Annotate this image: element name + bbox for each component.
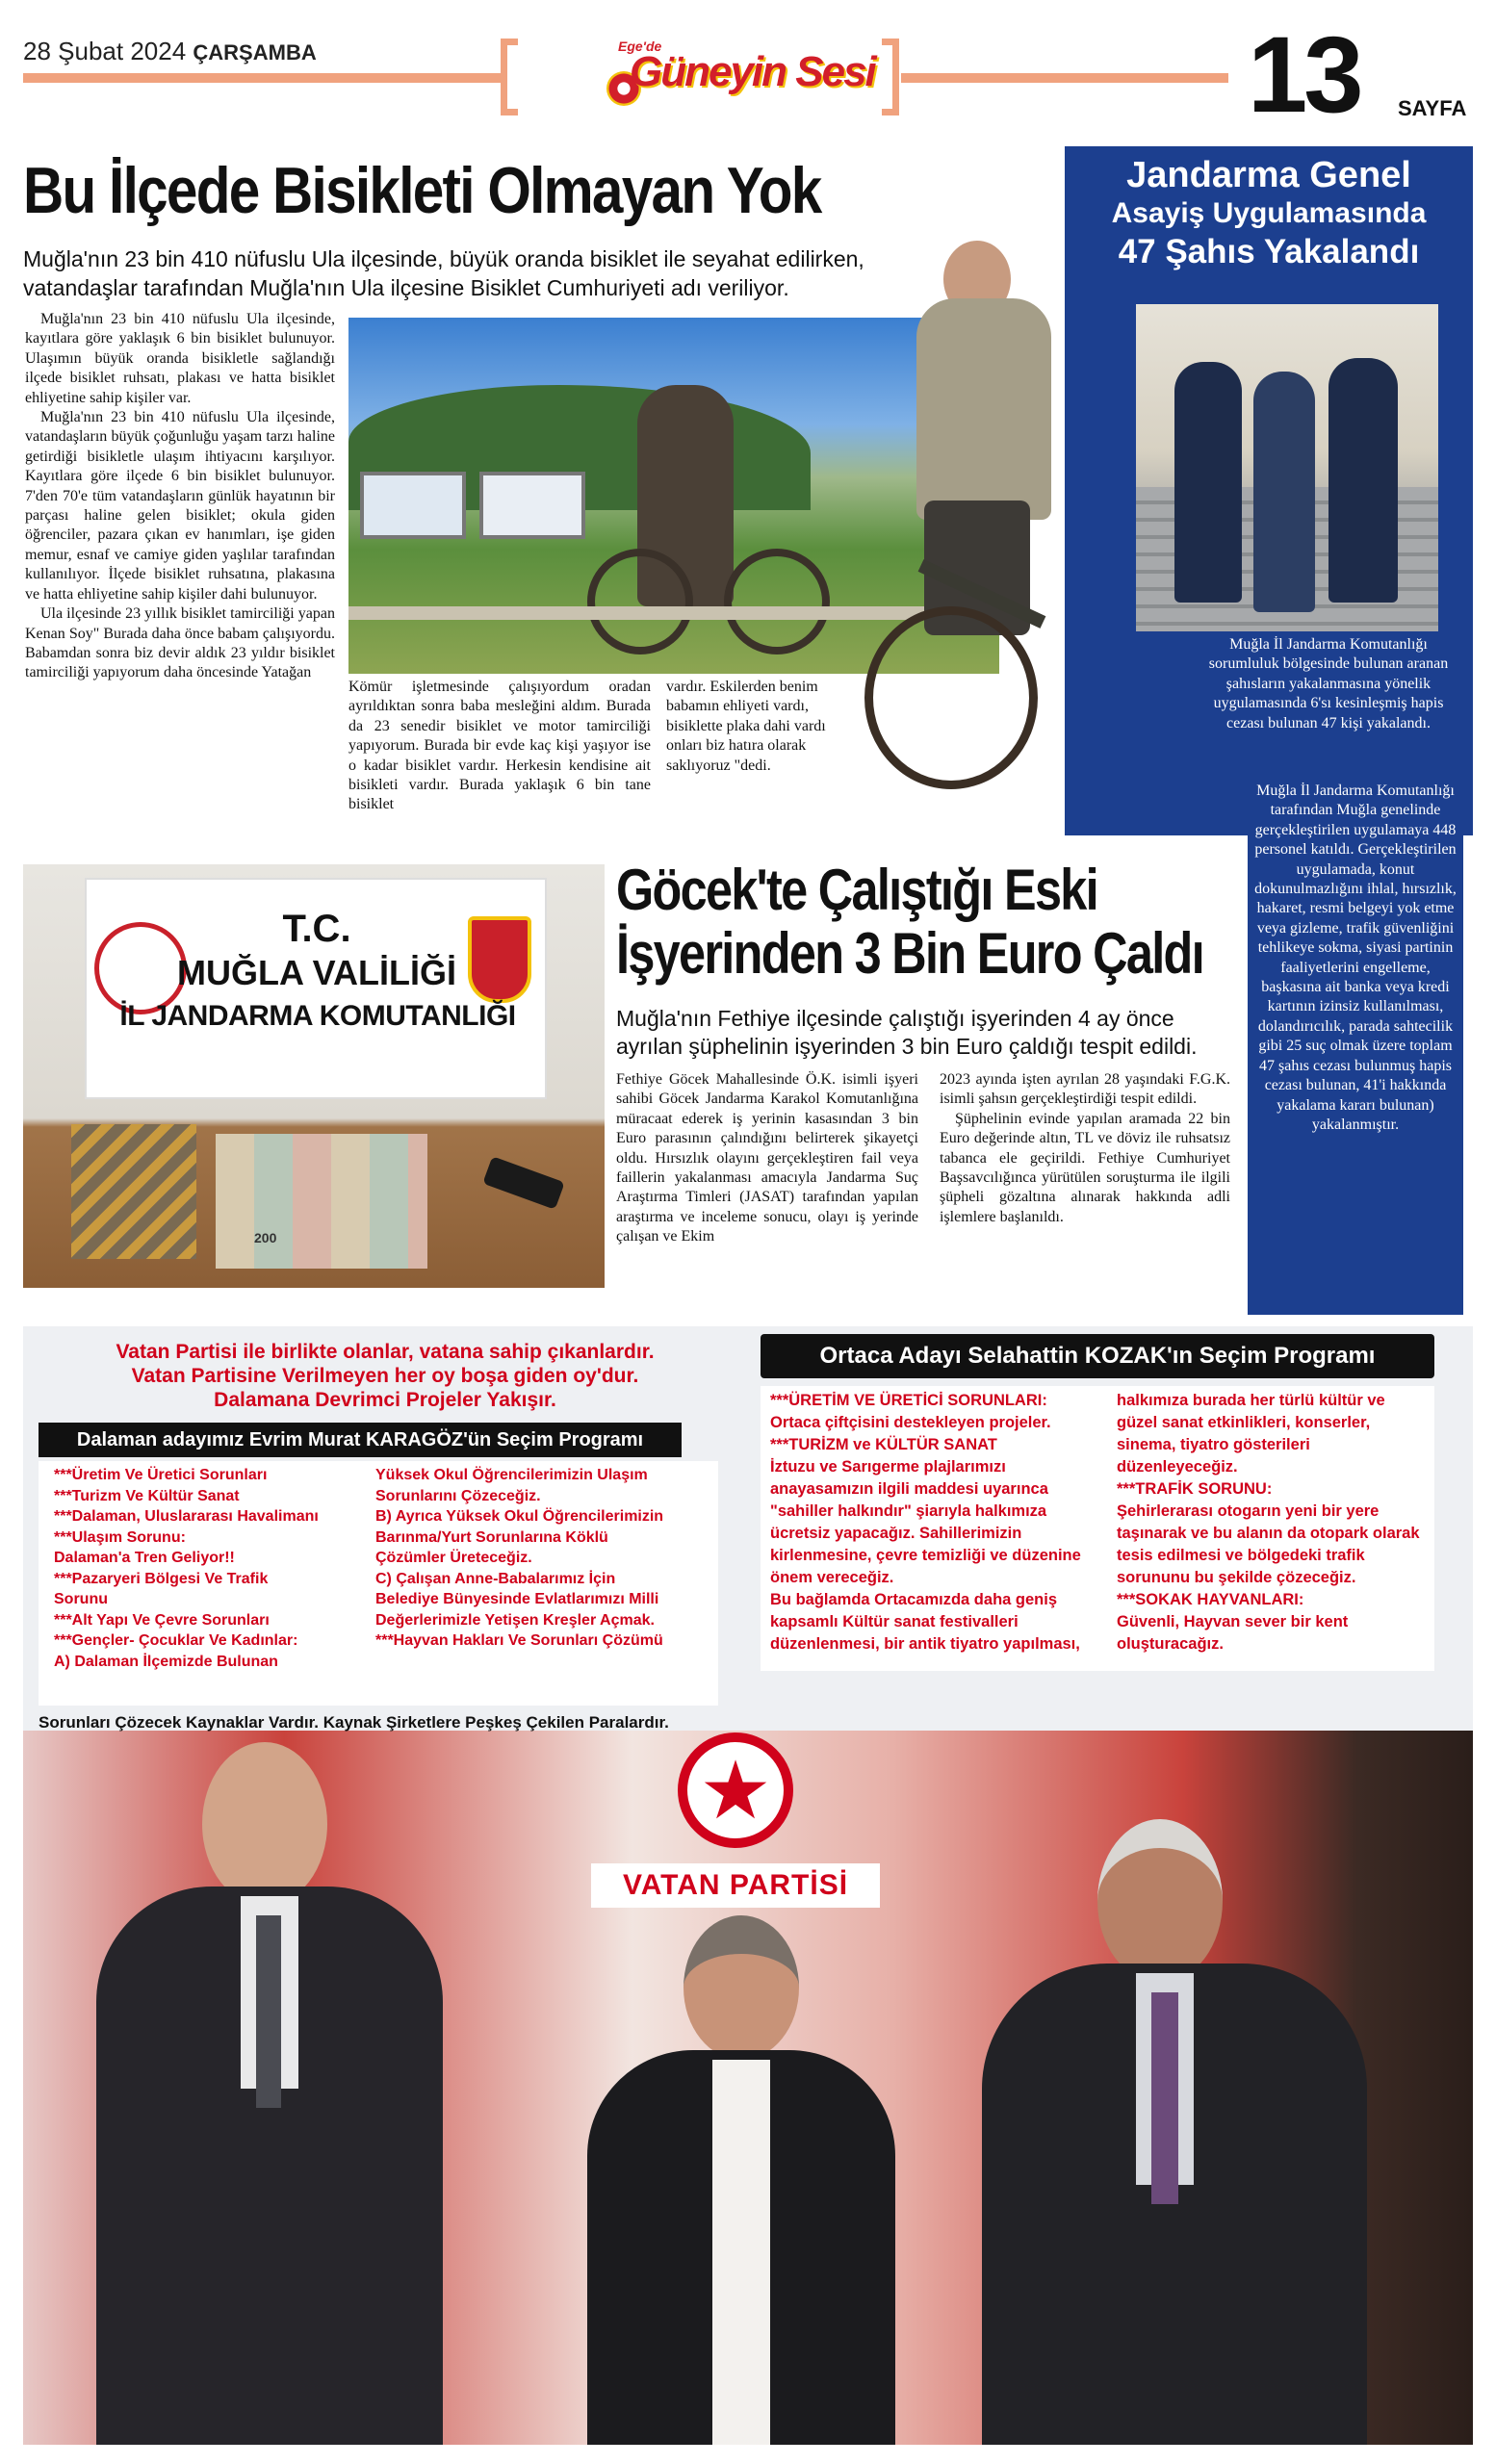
program-item: ücretsiz yapacağız. Sahillerimizin <box>770 1525 1022 1542</box>
program-item: ***Hayvan Hakları Ve Sorunları Çözümü <box>375 1632 663 1649</box>
candidate-head <box>1097 1819 1223 1983</box>
program-item: düzenleyeceğiz. <box>1117 1458 1238 1476</box>
program-item: taşınarak ve bu alanın da otopark olarak <box>1117 1525 1420 1542</box>
suspect-figure <box>1253 372 1315 612</box>
sidebar-title-line2: Asayiş Uygulamasında <box>1111 197 1427 229</box>
star-icon: ★ <box>699 1745 772 1835</box>
sidebar-text <box>1194 635 1463 733</box>
banner-line3: İL JANDARMA KOMUTANLIĞI <box>119 1000 516 1032</box>
statue-wheel <box>724 549 830 654</box>
candidate-right <box>963 1819 1406 2445</box>
article2-col2 <box>940 1070 1230 1227</box>
article1-col2 <box>348 678 651 815</box>
page-label: SAYFA <box>1398 96 1467 120</box>
gold-items <box>71 1124 196 1259</box>
program-item: ***TRAFİK SORUNU: <box>1117 1480 1273 1498</box>
program-item: Yüksek Okul Öğrencilerimizin Ulaşım <box>375 1467 648 1483</box>
right-program-col1 <box>770 1390 1107 1656</box>
sidebar-text-2 <box>1248 776 1463 1315</box>
program-item: sinema, tiyatro gösterileri <box>1117 1436 1310 1453</box>
right-program-title: Ortaca Adayı Selahattin KOZAK'ın Seçim Programı <box>761 1334 1434 1378</box>
program-item: güzel sanat etkinlikleri, konserler, <box>1117 1414 1371 1431</box>
program-item: ***Alt Yapı Ve Çevre Sorunları <box>54 1611 270 1629</box>
program-item: A) Dalaman İlçemizde Bulunan <box>54 1653 278 1670</box>
logo-text: Güneyin Sesi <box>630 48 875 95</box>
program-item: sorununu bu şekilde çözeceğiz. <box>1117 1569 1356 1586</box>
logo-bracket-left <box>501 38 518 116</box>
header-rule-left <box>23 73 504 83</box>
ad-slogans <box>39 1340 732 1412</box>
program-item: Ortaca çiftçisini destekleyen projeler. <box>770 1414 1051 1431</box>
article2-para: Fethiye Göcek Mahallesinde Ö.K. isimli işyeri sahibi Göcek Jandarma Karakol Komutanlığına müracaat ederek iş yerinin kasasından 3 bin Euro parasının çalındığını belirterek şikayetçi oldu. Hırsızlık olayını gerçekleştiren fail veya faillerin yakalanması amacıyla Jandarma Suç Araştırma Timleri (JASAT) tarafından yapılan araştırma ve inceleme sonucu, olayı iş yerinde çalışan ve Ekim <box>616 1071 918 1245</box>
statue-wheel <box>587 549 693 654</box>
left-program-col2 <box>375 1465 718 1652</box>
program-item: ***Pazaryeri Bölgesi Ve Trafik <box>54 1570 269 1587</box>
banknotes <box>216 1134 427 1269</box>
program-item: oluşturacağız. <box>1117 1635 1224 1653</box>
program-item: Şehirlerarası otogarın yeni bir yere <box>1117 1502 1380 1520</box>
article1-para: Ula ilçesinde 23 yıllık bisiklet tamirciliği yapan Kenan Soy" Burada daha önce babam çalışıyordu. Babamdan sonra biz devir aldık 23 yıldır bisiklet tamirciliği yapıyorum daha öncesinde Yatağan <box>25 605 335 681</box>
left-program-title: Dalaman adayımız Evrim Murat KARAGÖZ'ün Seçim Programı <box>39 1423 682 1457</box>
program-item: Belediye Bünyesinde Evlatlarımızı Milli <box>375 1591 659 1607</box>
ad-slogan: Dalamana Devrimci Projeler Yakışır. <box>214 1389 556 1411</box>
article2-col1 <box>616 1070 918 1247</box>
program-item: C) Çalışan Anne-Babalarımız İçin <box>375 1570 616 1587</box>
party-name: VATAN PARTİSİ <box>591 1863 880 1908</box>
sidebar-para: Muğla İl Jandarma Komutanlığı sorumluluk bölgesinde bulunan aranan şahısların yakalanmasına yönelik uygulamasında 6'sı kesinleşmiş hapis cezası bulunan 47 kişi yakalandı. <box>1208 636 1449 732</box>
article1-para: Kömür işletmesinde çalışıyordum oradan ayrıldıktan sonra baba mesleğini aldım. Burada da 23 senedir bisiklet ve motor tamirciliği yapıyorum. Burada bir evde kaç kişi yaşıyor ise o kadar bisiklet vardır. Herkesin kendisine ait bisikleti vardır. Burada yaklaşık 6 bin tane bisiklet <box>348 679 651 813</box>
program-item: Barınma/Yurt Sorunlarına Köklü <box>375 1528 608 1546</box>
article1-col1 <box>25 310 335 683</box>
banknote-label: 200 <box>254 1230 277 1245</box>
officer-left <box>1174 362 1242 603</box>
banner-line1: T.C. <box>282 908 351 950</box>
article1-para: Muğla'nın 23 bin 410 nüfuslu Ula ilçesinde, vatandaşların büyük çoğunluğu yaşam tarzı haline getirdiği bisikletle ulaşım ihtiyacını karşılıyor. Kayıtlara göre ilçede 6 bin bisiklet bulunuyor. 7'den 70'e tüm vatandaşların günlük hayatının bir parçası haline gelen bisiklet; okula giden öğrenciler, pazara çıkan ev hanımları, işe giden memur, esnaf ve camiye giden yaşlılar tarafından kullanılıyor. İlçede bisiklet ruhsatına, plakasına ve hatta ehliyetine sahip kişiler dahi bulunuyor. <box>25 409 335 603</box>
article1-para: Muğla'nın 23 bin 410 nüfuslu Ula ilçesinde, kayıtlara göre yaklaşık 6 bin bisiklet bulunuyor. Ulaşımın büyük oranda bisikletle sağlandığı ilçede bisiklet ruhsatı, plakası ve hatta bisiklet ehliyetine sahip kişiler var. <box>25 311 335 406</box>
program-item: Değerlerimizle Yetişen Kreşler Açmak. <box>375 1611 655 1629</box>
program-item: Bu bağlamda Ortacamızda daha geniş <box>770 1591 1057 1608</box>
billboard-1 <box>360 472 466 539</box>
article2-title <box>616 859 1203 986</box>
article1-col3 <box>666 678 847 776</box>
program-item: anayasamızın ilgili maddesi uyarınca <box>770 1480 1048 1498</box>
program-item: ***Dalaman, Uluslararası Havalimanı <box>54 1508 319 1525</box>
date-text: 28 Şubat 2024 <box>23 37 187 65</box>
header-rule-right <box>901 73 1228 83</box>
logo-top-text: Ege'de <box>618 38 662 54</box>
program-item: "sahiller halkındır" şiarıyla halkımıza <box>770 1502 1047 1520</box>
candidate-tie <box>256 1915 281 2108</box>
weekday-text: ÇARŞAMBA <box>193 40 317 64</box>
bike-wheel <box>864 606 1038 789</box>
candidate-center <box>568 1915 915 2445</box>
officer-right <box>1328 358 1398 603</box>
sidebar-title <box>1065 154 1473 273</box>
article1-para: vardır. Eskilerden benim babamın ehliyeti vardı, bisiklette plaka dahi vardı onları biz hatıra olarak saklıyoruz "dedi. <box>666 679 826 774</box>
article2-para: Şüphelinin evinde yapılan aramada 22 bin Euro değerinde altın, TL ve döviz ile ruhsatsız tabanca ele geçirildi. Fethiye Cumhuriyet Başsavcılığınca yürütülen soruşturma ile ilgili şüpheli gözaltına alınarak hakkında adli işlemlere başlanıldı. <box>940 1110 1230 1225</box>
ad-slogan: Vatan Partisi ile birlikte olanlar, vatana sahip çıkanlardır. <box>116 1341 655 1363</box>
article2-lead: Muğla'nın Fethiye ilçesinde çalıştığı işyerinden 4 ay önce ayrılan şüphelinin işyerinden 3 bin Euro çaldığı tespit edildi. <box>616 1006 1198 1059</box>
program-item: ***Turizm Ve Kültür Sanat <box>54 1487 240 1504</box>
article2-title-line1: Göcek'te Çalıştığı Eski <box>616 858 1097 922</box>
candidate-blouse <box>712 2060 770 2445</box>
pistol-icon <box>482 1156 564 1210</box>
article2-para: 2023 ayında işten ayrılan 28 yaşındaki F.G.K. isimli şahsın gerçekleştirdiği tespit edildi. <box>940 1071 1230 1108</box>
program-item: ***SOKAK HAYVANLARI: <box>1117 1591 1304 1608</box>
program-item: ***Üretim Ve Üretici Sorunları <box>54 1467 268 1483</box>
program-item: düzenlenmesi, bir antik tiyatro yapılması, <box>770 1635 1080 1653</box>
article2-title-line2: İşyerinden 3 Bin Euro Çaldı <box>616 921 1203 986</box>
program-item: önem vereceğiz. <box>770 1569 894 1586</box>
candidate-head <box>684 1915 799 2060</box>
sidebar-para: Muğla İl Jandarma Komutanlığı tarafından Muğla genelinde gerçekleştirilen uygulamaya 448 personel katıldı. Gerçekleştirilen uygulamada, konut dokunulmazlığını ihlal, hırsızlık, hakaret, resmi belgeyi yok etme veya gizleme, trafik güvenliğini tehlikeye sokma, siyasi partinin faaliyetlerini engelleme, başkasına ait banka veya kredi kartının izinsiz kullanılması, dolandırıcılık, parada sahtecilik gibi 25 suç olmak üzere toplam 47 şahıs cezası bulunmuş hapis cezası bulunan, 41'i hakkında yakalama kararı bulunan) yakalanmıştır. <box>1254 783 1457 1133</box>
program-item: ***TURİZM ve KÜLTÜR SANAT <box>770 1436 997 1453</box>
candidate-head <box>202 1742 327 1906</box>
banner-line2: MUĞLA VALİLİĞİ <box>177 953 456 992</box>
article1-title: Bu İlçede Bisikleti Olmayan Yok <box>23 154 821 227</box>
program-item: Güvenli, Hayvan sever bir kent <box>1117 1613 1349 1630</box>
confiscation-photo <box>23 864 605 1288</box>
banner-text <box>119 907 516 1038</box>
program-item: İztuzu ve Sarıgerme plajlarımızı <box>770 1458 1006 1476</box>
right-program-col2 <box>1117 1390 1444 1656</box>
article1-lead: Muğla'nın 23 bin 410 nüfuslu Ula ilçesinde, büyük oranda bisiklet ile seyahat edilirken, vatandaşlar tarafından Muğla'nın Ula ilçesine Bisiklet Cumhuriyeti adı veriliyor. <box>23 246 864 300</box>
program-item: halkımıza burada her türlü kültür ve <box>1117 1392 1385 1409</box>
sidebar-title-line1: Jandarma Genel <box>1126 155 1411 195</box>
program-item: kirlenmesine, çevre temizliği ve düzenine <box>770 1547 1081 1564</box>
left-program-footer: Sorunları Çözecek Kaynaklar Vardır. Kaynak Şirketlere Peşkeş Çekilen Paralardır. <box>39 1713 669 1732</box>
party-logo <box>591 1732 880 1925</box>
program-item: B) Ayrıca Yüksek Okul Öğrencilerimizin <box>375 1508 664 1525</box>
program-item: ***Gençler- Çocuklar Ve Kadınlar: <box>54 1632 298 1649</box>
program-item: Sorunlarını Çözeceğiz. <box>375 1487 541 1504</box>
ad-slogan: Vatan Partisine Verilmeyen her oy boşa giden oy'dur. <box>131 1365 639 1387</box>
cyclist-photo <box>847 241 1078 799</box>
program-item: Dalaman'a Tren Geliyor!! <box>54 1550 235 1566</box>
sidebar-title-line3: 47 Şahıs Yakalandı <box>1118 233 1420 270</box>
billboard-2 <box>479 472 585 539</box>
cyclist-jacket <box>916 298 1051 520</box>
newspaper-logo[interactable] <box>606 35 886 116</box>
gendarmerie-photo <box>1136 304 1438 631</box>
candidate-left <box>58 1742 520 2445</box>
left-program-col1 <box>54 1465 381 1672</box>
program-item: ***Ulaşım Sorunu: <box>54 1528 186 1546</box>
program-item: tesis edilmesi ve bölgedeki trafik <box>1117 1547 1365 1564</box>
issue-date <box>23 37 317 66</box>
program-item: Çözümler Üreteceğiz. <box>375 1550 532 1566</box>
program-item: Sorunu <box>54 1591 108 1607</box>
program-item: ***ÜRETİM VE ÜRETİCİ SORUNLARI: <box>770 1392 1047 1409</box>
page-number: 13 <box>1248 14 1360 135</box>
candidate-tie <box>1151 1992 1178 2204</box>
program-item: kapsamlı Kültür sanat festivalleri <box>770 1613 1019 1630</box>
